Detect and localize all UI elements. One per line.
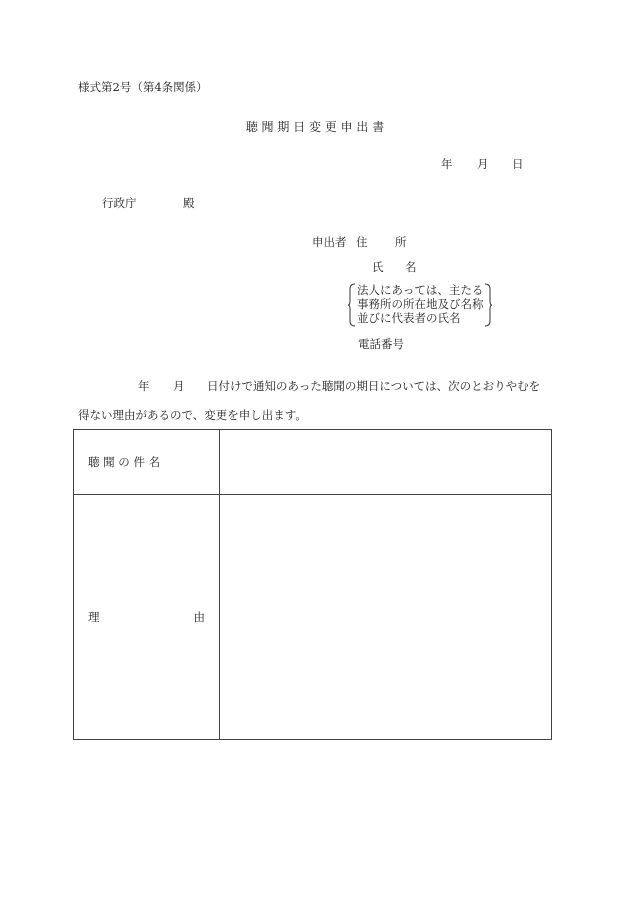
body-line2: 得ない理由があるので、変更を申し出ます。 bbox=[78, 408, 307, 422]
form-number: 様式第2号（第4条関係） bbox=[78, 80, 208, 94]
case-label: 聴 聞 の 件 名 bbox=[74, 430, 220, 495]
addressee-honorific: 殿 bbox=[183, 196, 195, 210]
note-line-2: 事務所の所在地及び名称 bbox=[357, 297, 484, 311]
applicant-label: 申出者 bbox=[312, 235, 347, 249]
phone-label: 電話番号 bbox=[358, 337, 404, 351]
reason-label-1: 理 bbox=[88, 610, 100, 624]
case-value-field[interactable] bbox=[220, 430, 552, 495]
body-line1: 日付けで通知のあった聴聞の期日については、次のとおりやむを bbox=[207, 379, 541, 393]
name-label-1: 氏 bbox=[372, 260, 384, 274]
date-day-label: 日 bbox=[512, 157, 524, 171]
reason-value-field[interactable] bbox=[220, 495, 552, 740]
addressee-name: 行政庁 bbox=[102, 196, 137, 210]
corporate-note bbox=[348, 283, 492, 325]
body-month-label: 月 bbox=[173, 379, 185, 393]
right-bracket-icon bbox=[484, 283, 492, 327]
left-bracket-icon bbox=[348, 283, 356, 327]
body-year-label: 年 bbox=[138, 379, 150, 393]
name-label-2: 名 bbox=[405, 260, 417, 274]
page-title: 聴 聞 期 日 変 更 申 出 書 bbox=[245, 120, 385, 134]
reason-label-2: 由 bbox=[193, 610, 205, 624]
address-label-2: 所 bbox=[395, 235, 407, 249]
note-line-3: 並びに代表者の氏名 bbox=[357, 311, 461, 325]
reason-label-cell bbox=[74, 495, 220, 740]
reason-row bbox=[74, 495, 552, 740]
case-row bbox=[74, 430, 552, 495]
date-month-label: 月 bbox=[477, 157, 489, 171]
request-table bbox=[73, 429, 552, 740]
address-label-1: 住 bbox=[356, 235, 368, 249]
date-year-label: 年 bbox=[441, 157, 453, 171]
note-line-1: 法人にあっては、主たる bbox=[357, 283, 484, 297]
